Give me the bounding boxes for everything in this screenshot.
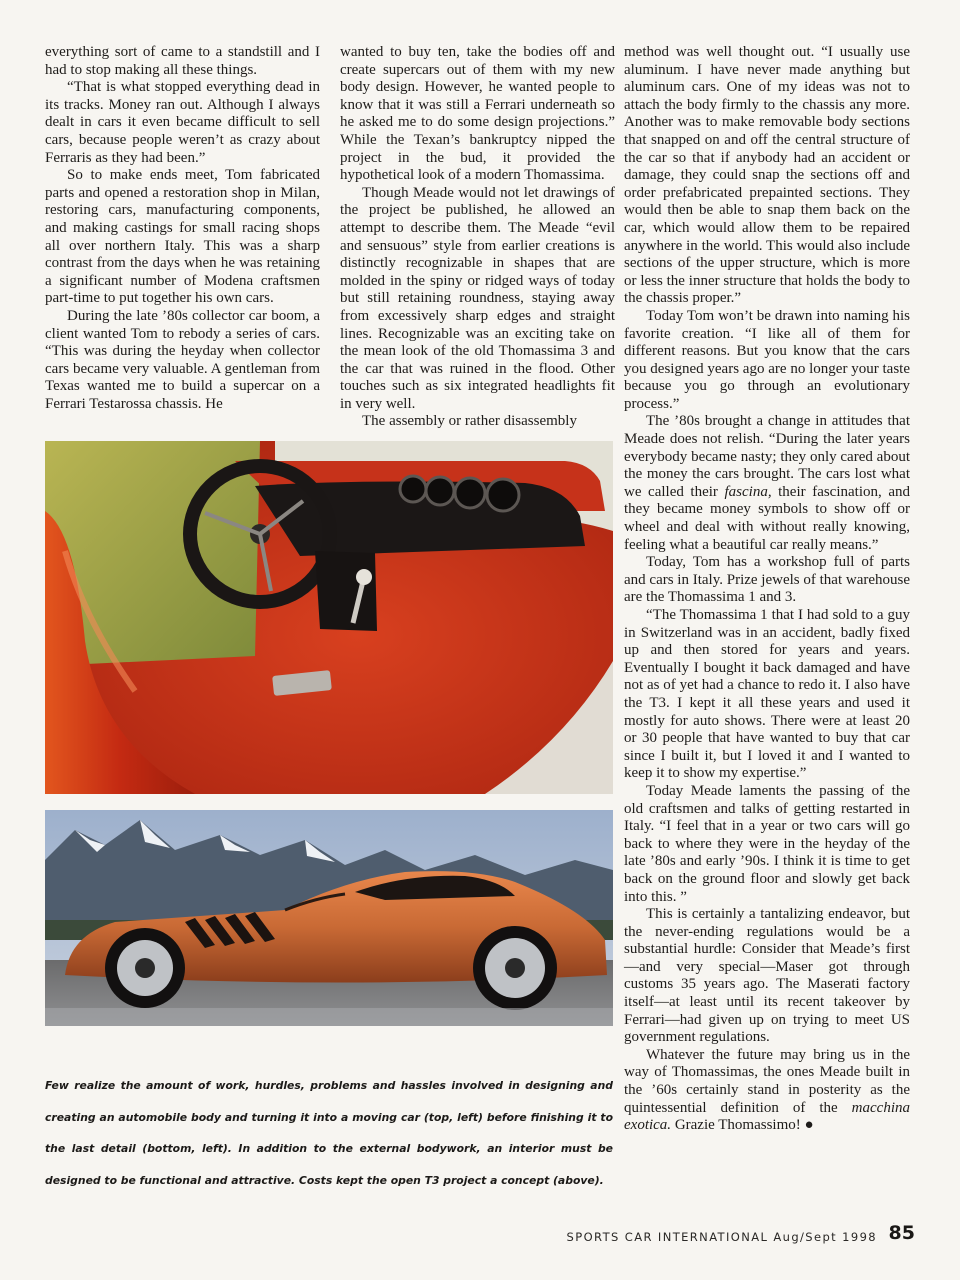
paragraph: Today, Tom has a workshop full of parts and cars in Italy. Prize jewels of that warehouse are the Thomassima 1 and 3. (624, 554, 911, 606)
car-interior-illustration (45, 441, 613, 794)
photo-caption: Few realize the amount of work, hurdles, problems and hassles involved in designing and creating an automobile body and turning it into a moving car (top, left) before finishing it to the last detail (bottom, left). In addition to the external bodywork, an interior must be designed to be functional and attractive. Costs kept the open T3 project a concept (above). (45, 1079, 613, 1187)
paragraph (624, 413, 910, 554)
car-interior-photo (45, 441, 613, 794)
paragraph (624, 1047, 910, 1135)
text-column-middle (340, 44, 615, 431)
paragraph: So to make ends meet, Tom fabricated parts and opened a restoration shop in Milan, restoring cars, manufacturing components, and making castings for small racing shops all over northern Italy. This was a sharp contrast from the days when he was retaining a significant number of Modena craftsmen part-time to put together his own cars. (45, 167, 320, 307)
paragraph: “The Thomassima 1 that I had sold to a guy in Switzerland was in an accident, badly fixed up and then stored for years and years. Eventually I bought it back damaged and have not as of yet had a chance to redo it. I also have the T3. I kept it all these years and used it mostly for auto shows. There were at least 20 or 30 people that have wanted to buy that car since I built it, but I loved it and I wanted to keep it to show my expertise.” (624, 607, 910, 782)
paragraph: During the late ’80s collector car boom, a client wanted Tom to rebody a series of cars. “This was during the heyday when collector cars became very valuable. A gentleman from Texas wanted me to build a supercar on a Ferrari Testarossa chassis. He (45, 307, 320, 412)
page-footer (566, 1222, 915, 1250)
paragraph: Today Meade laments the passing of the old craftsmen and talks of getting restarted in Italy. “I feel that in a year or two cars will go back to where they were in the heyday of the late ’80s and early ’90s. I think it is time to get back on the ground floor and slowly get back into this. ” (624, 782, 910, 905)
paragraph: This is certainly a tantalizing endeavor, but the never-ending regulations would be a substantial hurdle: Consider that Meade’s first—and very special—Maser got through customs 35 years ago. The Maserati factory itself—at least until its recent takeover by Ferrari—had given up on trying to meet US government regulations. (624, 906, 910, 1046)
italic-term: macchina exotica. (624, 1099, 910, 1134)
paragraph: wanted to buy ten, take the bodies off and create supercars out of them with my new body design. However, he wanted people to know that it was still a Ferrari underneath so he asked me to do some design projections.” While the Texan’s bankruptcy nipped the project in the bud, it provided the hypothetical look of a modern Thomassima. (340, 44, 615, 184)
text-run: their fascination, and they became money symbols to show off or wheel and deal with without really knowing, feeling what a beautiful car really means.” (624, 483, 910, 553)
paragraph: The assembly or rather disassembly (362, 413, 577, 430)
text-column-left (45, 44, 320, 413)
paragraph: method was well thought out. “I usually use aluminum. I have never made anything but aluminum cars. One of my ideas was not to attach the body firmly to the chassis any more. Another was to make removable body sections that snapped on and off the central structure of the car so that if anybody had an accident or damage, they could snap the sections off and order prefabricated prepainted sections. They would then be able to snap them back on the car, which would allow them to be repaired anywhere in the world. This would also include sections of the upper structure, which is more or less the inner structure that holds the body to the chassis proper.” (624, 44, 910, 307)
paragraph: Today Tom won’t be drawn into naming his favorite creation. “I like all of them for different reasons. But you know that the cars you designed years ago are no longer your taste because you go through an evolutionary process.” (624, 307, 910, 412)
text-run: The ’80s brought a change in attitudes that Meade does not relish. “During the later years everybody became nasty; they only cared about the money the cars brought. The cars lost what we called their (624, 413, 910, 500)
italic-term: fascina, (724, 483, 772, 500)
publication-credit: SPORTS CAR INTERNATIONAL Aug/Sept 1998 (566, 1230, 877, 1244)
paragraph: Though Meade would not let drawings of the project be published, he allowed an attempt to describe them. The Meade “evil and sensuous” style from earlier creations is distinctly recognizable in shapes that are molded in the spiny or ridged ways of today but still retaining roundness, staying away from excessively sharp edges and straight lines. Recognizable was an exciting take on the mean look of the old Thomassima 3 and the car that was ruined in the flood. Other touches such as six integrated headlights fit in very well. (340, 184, 615, 412)
car-side-illustration (45, 810, 613, 1026)
paragraph: everything sort of came to a standstill and I had to stop making all these things. (45, 44, 320, 78)
paragraph: “That is what stopped everything dead in its tracks. Money ran out. Although I always dealt in cars it even became difficult to sell cars, because people weren’t as crazy about Ferraris as they had been.” (45, 79, 320, 166)
text-run: Whatever the future may bring us in the way of Thomassimas, the ones Meade built in the ’60s certainly stand in posterity as the quintessential definition of the (624, 1046, 910, 1116)
car-side-view-photo (45, 810, 613, 1026)
text-column-right (624, 44, 910, 1135)
page-number: 85 (888, 1222, 915, 1244)
text-run: Grazie Thomassimo! ● (671, 1117, 814, 1134)
